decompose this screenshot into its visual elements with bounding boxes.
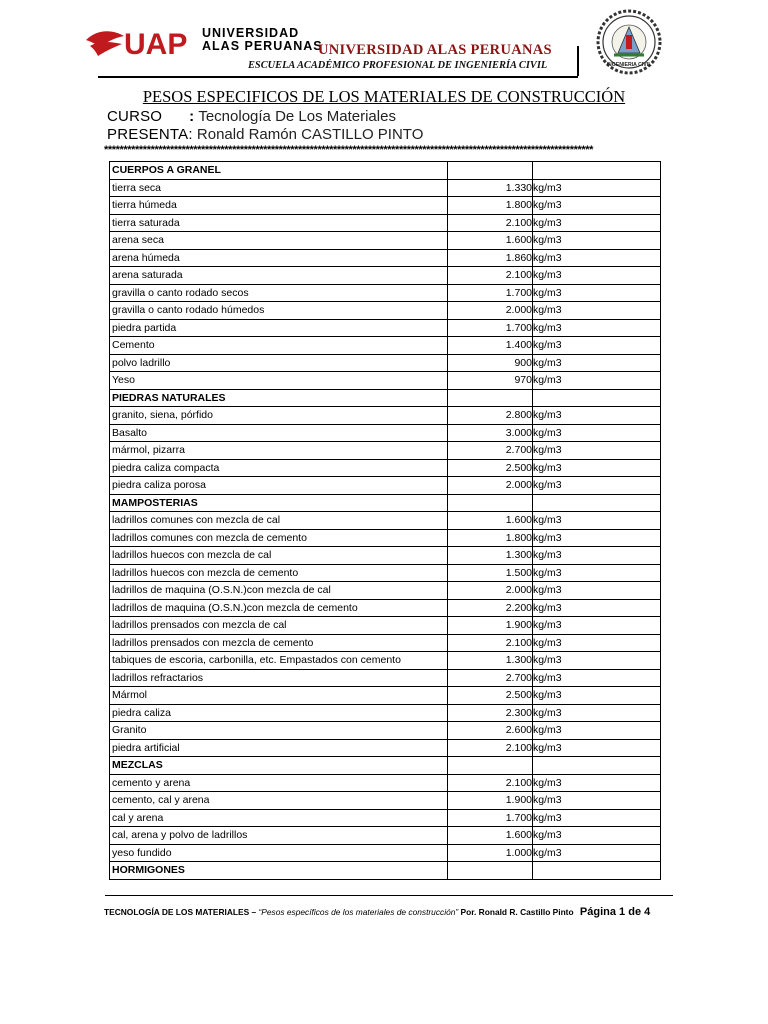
table-row xyxy=(110,722,661,740)
value-cell xyxy=(448,389,533,407)
material-name-cell: Granito xyxy=(110,722,448,740)
table-row xyxy=(110,249,661,267)
value-cell: 2.000 xyxy=(448,582,533,600)
table-row xyxy=(110,669,661,687)
uap-logo xyxy=(84,22,206,62)
value-cell: 900 xyxy=(448,354,533,372)
separator-stars: ****************************************************************************************************************************** xyxy=(104,144,593,156)
unit-cell: kg/m3 xyxy=(533,284,661,302)
value-cell: 2.100 xyxy=(448,214,533,232)
material-name-cell: Basalto xyxy=(110,424,448,442)
material-name-cell: piedra artificial xyxy=(110,739,448,757)
value-cell: 970 xyxy=(448,372,533,390)
material-name-cell: ladrillos de maquina (O.S.N.)con mezcla de cemento xyxy=(110,599,448,617)
footer-author: Por. Ronald R. Castillo Pinto xyxy=(460,907,574,917)
unit-cell: kg/m3 xyxy=(533,319,661,337)
table-row xyxy=(110,599,661,617)
unit-cell: kg/m3 xyxy=(533,232,661,250)
unit-cell: kg/m3 xyxy=(533,354,661,372)
material-name-cell: arena seca xyxy=(110,232,448,250)
table-row xyxy=(110,459,661,477)
table-row xyxy=(110,564,661,582)
value-cell: 1.600 xyxy=(448,512,533,530)
value-cell: 1.300 xyxy=(448,652,533,670)
value-cell: 1.700 xyxy=(448,319,533,337)
material-name-cell: tierra seca xyxy=(110,179,448,197)
table-row xyxy=(110,197,661,215)
value-cell: 2.100 xyxy=(448,634,533,652)
unit-cell: kg/m3 xyxy=(533,267,661,285)
material-name-cell: ladrillos de maquina (O.S.N.)con mezcla de cal xyxy=(110,582,448,600)
section-header-row xyxy=(110,389,661,407)
unit-cell: kg/m3 xyxy=(533,652,661,670)
material-name-cell: ladrillos prensados con mezcla de cal xyxy=(110,617,448,635)
unit-cell: kg/m3 xyxy=(533,634,661,652)
unit-cell xyxy=(533,862,661,880)
unit-cell: kg/m3 xyxy=(533,774,661,792)
unit-cell: kg/m3 xyxy=(533,442,661,460)
unit-cell: kg/m3 xyxy=(533,424,661,442)
unit-cell: kg/m3 xyxy=(533,669,661,687)
table-row xyxy=(110,634,661,652)
unit-cell: kg/m3 xyxy=(533,477,661,495)
table-row xyxy=(110,337,661,355)
table-row xyxy=(110,477,661,495)
page-footer xyxy=(104,906,650,918)
material-name-cell: granito, siena, pórfido xyxy=(110,407,448,425)
university-wordmark xyxy=(202,27,323,53)
unit-cell: kg/m3 xyxy=(533,197,661,215)
material-name-cell: PIEDRAS NATURALES xyxy=(110,389,448,407)
specific-weights-table xyxy=(109,161,661,880)
material-name-cell: ladrillos prensados con mezcla de cemento xyxy=(110,634,448,652)
table-row xyxy=(110,844,661,862)
value-cell: 2.800 xyxy=(448,407,533,425)
material-name-cell: ladrillos comunes con mezcla de cal xyxy=(110,512,448,530)
value-cell: 1.300 xyxy=(448,547,533,565)
value-cell: 2.500 xyxy=(448,687,533,705)
table-body xyxy=(110,162,661,880)
unit-cell: kg/m3 xyxy=(533,704,661,722)
header-divider xyxy=(577,46,579,76)
unit-cell xyxy=(533,162,661,180)
material-name-cell: cemento, cal y arena xyxy=(110,792,448,810)
value-cell: 2.300 xyxy=(448,704,533,722)
material-name-cell: Mármol xyxy=(110,687,448,705)
unit-cell: kg/m3 xyxy=(533,617,661,635)
table-row xyxy=(110,687,661,705)
engineering-seal-icon xyxy=(596,9,662,75)
section-header-row xyxy=(110,494,661,512)
value-cell: 1.600 xyxy=(448,827,533,845)
page-title: PESOS ESPECIFICOS DE LOS MATERIALES DE CONSTRUCCIÓN xyxy=(142,87,626,106)
table-row xyxy=(110,319,661,337)
table-row xyxy=(110,704,661,722)
unit-cell xyxy=(533,494,661,512)
value-cell: 2.000 xyxy=(448,302,533,320)
value-cell: 1.700 xyxy=(448,284,533,302)
table-row xyxy=(110,512,661,530)
material-name-cell: polvo ladrillo xyxy=(110,354,448,372)
presenter-value: Ronald Ramón CASTILLO PINTO xyxy=(196,126,424,143)
footer-subtitle: “Pesos específicos de los materiales de construcción” xyxy=(258,907,459,917)
unit-cell: kg/m3 xyxy=(533,214,661,232)
material-name-cell: cal y arena xyxy=(110,809,448,827)
unit-cell: kg/m3 xyxy=(533,687,661,705)
material-name-cell: tabiques de escoria, carbonilla, etc. Empastados con cemento xyxy=(110,652,448,670)
unit-cell: kg/m3 xyxy=(533,337,661,355)
value-cell: 1.860 xyxy=(448,249,533,267)
unit-cell: kg/m3 xyxy=(533,599,661,617)
material-name-cell: arena saturada xyxy=(110,267,448,285)
value-cell: 1.330 xyxy=(448,179,533,197)
table-row xyxy=(110,232,661,250)
footer-rule xyxy=(105,895,673,896)
value-cell: 2.700 xyxy=(448,442,533,460)
seal-text: INGENIERIA CIVIL xyxy=(606,62,652,68)
material-name-cell: gravilla o canto rodado húmedos xyxy=(110,302,448,320)
material-name-cell: CUERPOS A GRANEL xyxy=(110,162,448,180)
uap-logo-text: UAP xyxy=(124,28,188,61)
table-row xyxy=(110,407,661,425)
value-cell: 2.100 xyxy=(448,774,533,792)
table-row xyxy=(110,739,661,757)
material-name-cell: ladrillos refractarios xyxy=(110,669,448,687)
section-header-row xyxy=(110,862,661,880)
table-row xyxy=(110,774,661,792)
unit-cell: kg/m3 xyxy=(533,564,661,582)
section-header-row xyxy=(110,757,661,775)
unit-cell: kg/m3 xyxy=(533,302,661,320)
table-row xyxy=(110,652,661,670)
table-row xyxy=(110,582,661,600)
footer-page-number: Página 1 de 4 xyxy=(579,906,651,918)
value-cell: 2.700 xyxy=(448,669,533,687)
value-cell: 1.900 xyxy=(448,792,533,810)
university-name-line2: ALAS PERUANAS xyxy=(202,39,323,53)
unit-cell: kg/m3 xyxy=(533,179,661,197)
material-name-cell: MAMPOSTERIAS xyxy=(110,494,448,512)
value-cell: 1.800 xyxy=(448,529,533,547)
value-cell: 2.200 xyxy=(448,599,533,617)
value-cell: 2.600 xyxy=(448,722,533,740)
material-name-cell: ladrillos comunes con mezcla de cemento xyxy=(110,529,448,547)
table-row xyxy=(110,827,661,845)
unit-cell: kg/m3 xyxy=(533,529,661,547)
material-name-cell: piedra caliza porosa xyxy=(110,477,448,495)
table-row xyxy=(110,214,661,232)
table-row xyxy=(110,547,661,565)
value-cell: 3.000 xyxy=(448,424,533,442)
value-cell xyxy=(448,862,533,880)
material-name-cell: HORMIGONES xyxy=(110,862,448,880)
unit-cell: kg/m3 xyxy=(533,459,661,477)
section-header-row xyxy=(110,162,661,180)
presenter-label: PRESENTA: xyxy=(107,126,193,143)
table-row xyxy=(110,179,661,197)
unit-cell: kg/m3 xyxy=(533,547,661,565)
course-colon: : xyxy=(189,108,195,125)
table-row xyxy=(110,372,661,390)
unit-cell xyxy=(533,757,661,775)
material-name-cell: tierra saturada xyxy=(110,214,448,232)
table-row xyxy=(110,284,661,302)
table-row xyxy=(110,302,661,320)
course-label: CURSO xyxy=(107,108,163,125)
material-name-cell: piedra caliza compacta xyxy=(110,459,448,477)
value-cell xyxy=(448,162,533,180)
material-name-cell: arena húmeda xyxy=(110,249,448,267)
page-header xyxy=(0,0,768,84)
table-row xyxy=(110,529,661,547)
table-row xyxy=(110,617,661,635)
material-name-cell: cal, arena y polvo de ladrillos xyxy=(110,827,448,845)
material-name-cell: cemento y arena xyxy=(110,774,448,792)
material-name-cell: yeso fundido xyxy=(110,844,448,862)
material-name-cell: Yeso xyxy=(110,372,448,390)
footer-course: TECNOLOGÍA DE LOS MATERIALES – xyxy=(104,907,257,917)
material-name-cell: tierra húmeda xyxy=(110,197,448,215)
value-cell: 2.100 xyxy=(448,267,533,285)
value-cell: 1.000 xyxy=(448,844,533,862)
unit-cell: kg/m3 xyxy=(533,512,661,530)
course-line xyxy=(107,108,396,125)
unit-cell: kg/m3 xyxy=(533,407,661,425)
table-row xyxy=(110,792,661,810)
value-cell: 1.600 xyxy=(448,232,533,250)
unit-cell: kg/m3 xyxy=(533,739,661,757)
value-cell: 2.500 xyxy=(448,459,533,477)
university-name-line1: UNIVERSIDAD xyxy=(202,26,300,40)
unit-cell: kg/m3 xyxy=(533,372,661,390)
material-name-cell: Cemento xyxy=(110,337,448,355)
value-cell: 1.900 xyxy=(448,617,533,635)
table-row xyxy=(110,354,661,372)
unit-cell: kg/m3 xyxy=(533,582,661,600)
unit-cell: kg/m3 xyxy=(533,809,661,827)
university-title: UNIVERSIDAD ALAS PERUANAS xyxy=(318,42,552,58)
material-name-cell: ladrillos huecos con mezcla de cemento xyxy=(110,564,448,582)
value-cell: 1.500 xyxy=(448,564,533,582)
material-name-cell: gravilla o canto rodado secos xyxy=(110,284,448,302)
value-cell: 1.700 xyxy=(448,809,533,827)
material-name-cell: piedra partida xyxy=(110,319,448,337)
material-name-cell: ladrillos huecos con mezcla de cal xyxy=(110,547,448,565)
value-cell: 2.100 xyxy=(448,739,533,757)
unit-cell: kg/m3 xyxy=(533,792,661,810)
value-cell xyxy=(448,757,533,775)
unit-cell xyxy=(533,389,661,407)
table-row xyxy=(110,809,661,827)
value-cell: 1.400 xyxy=(448,337,533,355)
material-name-cell: MEZCLAS xyxy=(110,757,448,775)
table-row xyxy=(110,424,661,442)
presenter-line xyxy=(107,126,423,143)
value-cell: 1.800 xyxy=(448,197,533,215)
value-cell xyxy=(448,494,533,512)
material-name-cell: mármol, pizarra xyxy=(110,442,448,460)
unit-cell: kg/m3 xyxy=(533,249,661,267)
course-value: Tecnología De Los Materiales xyxy=(198,108,396,125)
unit-cell: kg/m3 xyxy=(533,844,661,862)
table-row xyxy=(110,442,661,460)
table-row xyxy=(110,267,661,285)
unit-cell: kg/m3 xyxy=(533,722,661,740)
header-rule xyxy=(98,76,578,78)
unit-cell: kg/m3 xyxy=(533,827,661,845)
material-name-cell: piedra caliza xyxy=(110,704,448,722)
school-name: ESCUELA ACADÉMICO PROFESIONAL DE INGENIERÍA CIVIL xyxy=(248,60,548,71)
value-cell: 2.000 xyxy=(448,477,533,495)
